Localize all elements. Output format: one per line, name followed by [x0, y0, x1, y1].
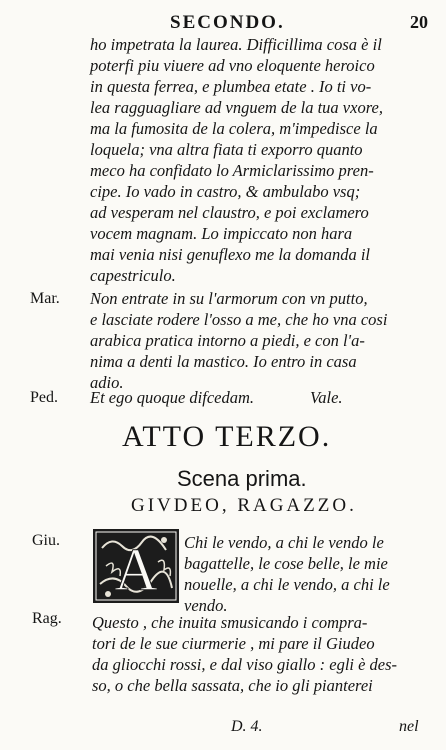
text-line: tori de le sue ciurmerie , mi pare il Giudeo: [92, 634, 375, 653]
speaker-label: Rag.: [32, 610, 62, 627]
dropcap-letter: A: [114, 537, 158, 603]
text-line: capestriculo.: [90, 266, 176, 285]
text-line: bagattelle, le cose belle, le mie: [184, 554, 388, 573]
text-line: ad vesperam nel claustro, e poi exclamero: [90, 203, 369, 222]
text-line: e lasciate rodere l'osso a me, che ho vna cosi: [90, 310, 388, 329]
text-line: Chi le vendo, a chi le vendo le: [184, 533, 384, 552]
scene-characters: GIVDEO, RAGAZZO.: [131, 495, 357, 516]
text-line: Questo , che inuita smusicando i compra-: [92, 613, 368, 632]
text-line: nouelle, a chi le vendo, a chi le: [184, 575, 390, 594]
text-line: adio.: [90, 373, 124, 392]
text-line: vendo.: [184, 596, 228, 615]
text-line: vocem magnam. Lo impiccato non hara: [90, 224, 353, 243]
text-line: Non entrate in su l'armorum con vn putto,: [90, 289, 368, 308]
farewell-word: Vale.: [310, 388, 343, 407]
catchword: nel: [399, 718, 419, 735]
text-line: so, o che bella sassata, che io gli pianterei: [92, 676, 373, 695]
ornamental-initial-icon: [92, 528, 180, 604]
text-line: lea ragguagliare ad vnguem de la tua vxore,: [90, 98, 383, 117]
text-line: ho impetrata la laurea. Difficillima cosa è il: [90, 35, 382, 54]
text-line: arabica pratica intorno a piedi, e con l'a-: [90, 331, 365, 350]
text-line: in questa ferrea, e plumbea etate . Io ti vo-: [90, 77, 372, 96]
act-title: ATTO TERZO.: [122, 420, 332, 453]
text-line: Et ego quoque difcedam.: [90, 388, 255, 407]
text-line: loquela; vna altra fiata ti exporro quanto: [90, 140, 363, 159]
text-line: meco ha confidato lo Armiclarissimo pren-: [90, 161, 374, 180]
page-number: 20: [410, 12, 428, 32]
speaker-label: Giu.: [32, 532, 60, 549]
signature-mark: D. 4.: [231, 718, 263, 735]
text-line: cipe. Io vado in castro, & ambulabo vsq;: [90, 182, 361, 201]
text-line: mai venia nisi genuflexo me la domanda il: [90, 245, 370, 264]
text-line: poterfi piu viuere ad vno eloquente heroico: [90, 56, 375, 75]
text-line: da gliocchi rossi, e dal viso giallo : egli è des-: [92, 655, 398, 674]
running-head: SECONDO.: [170, 12, 285, 33]
speaker-label: Ped.: [30, 389, 58, 406]
text-line: nima a denti la mastico. Io entro in casa: [90, 352, 357, 371]
scene-title: Scena prima.: [177, 466, 307, 491]
text-line: ma la fumosita de la colera, m'impedisce la: [90, 119, 378, 138]
speaker-label: Mar.: [30, 290, 60, 307]
